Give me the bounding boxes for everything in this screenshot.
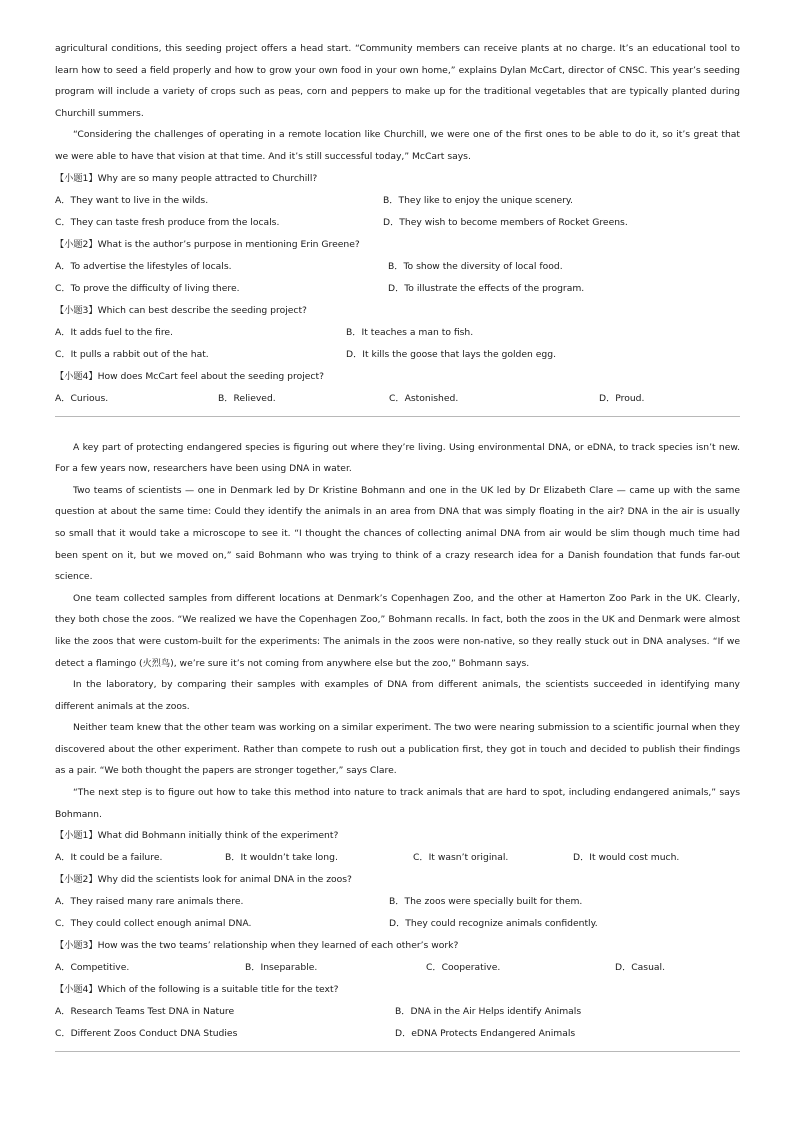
passage2-paragraph: “The next step is to figure out how to take this method into nature to track animals that are hard to spot, including endangered animals,” says Bohmann. <box>55 787 740 820</box>
option-d[interactable]: D．They could recognize animals confidently. <box>389 918 598 930</box>
option-b[interactable]: B．Inseparable. <box>245 962 318 974</box>
option-d[interactable]: D．It kills the goose that lays the golden egg. <box>346 348 556 360</box>
question-stem: 【小题4】How does McCart feel about the seeding project? <box>55 370 324 382</box>
option-c[interactable]: C．To prove the difficulty of living there. <box>55 282 240 294</box>
passage1-paragraph: “Considering the challenges of operating in a remote location like Churchill, we were one of the first ones to be able to do it, so it’s great that we were able to have that vision at that time. And it’s still successful today,” McCart says. <box>55 129 740 162</box>
option-d[interactable]: D．eDNA Protects Endangered Animals <box>395 1028 576 1040</box>
section-divider <box>55 1051 740 1052</box>
option-row <box>55 344 740 366</box>
option-row <box>55 190 740 212</box>
option-row <box>55 1001 740 1023</box>
option-row <box>55 847 740 869</box>
option-a[interactable]: A．To advertise the lifestyles of locals. <box>55 260 232 272</box>
option-d[interactable]: D．They wish to become members of Rocket Greens. <box>383 216 628 228</box>
option-c[interactable]: C．Different Zoos Conduct DNA Studies <box>55 1028 238 1040</box>
option-row <box>55 256 740 278</box>
passage2-paragraph: One team collected samples from different locations at Denmark’s Copenhagen Zoo, and the other at Hamerton Zoo Park in the UK. Clearly, they both chose the zoos. “We realized we have the Copenhagen Zoo,” Bohmann recalls. In fact, both the zoos in the UK and Denmark were almost like the zoos that were custom-built for the experiments: The animals in the zoos were non-native, so they really stuck out in DNA analyses. “If we detect a flamingo (火烈鸟), we’re sure it’s not coming from anywhere else but the zoo,” Bohmann says. <box>55 592 740 669</box>
option-row <box>55 322 740 344</box>
option-c[interactable]: C．It wasn’t original. <box>413 852 509 864</box>
passage2-paragraph: A key part of protecting endangered species is figuring out where they’re living. Using environmental DNA, or eDNA, to track species isn’t new. For a few years now, researchers have been using DNA in water. <box>55 441 740 475</box>
option-b[interactable]: B．It teaches a man to fish. <box>346 326 474 338</box>
option-d[interactable]: D．It would cost much. <box>573 852 680 864</box>
option-row <box>55 913 740 935</box>
option-d[interactable]: D．Proud. <box>599 392 645 404</box>
worksheet-page <box>55 38 740 1052</box>
option-b[interactable]: B．They like to enjoy the unique scenery. <box>383 194 573 206</box>
passage2-paragraph: Two teams of scientists — one in Denmark led by Dr Kristine Bohmann and one in the UK led by Dr Elizabeth Clare — came up with the same question at about the same time: Could they identify the animals in an area from DNA that was simply floating in the air? DNA in the air is usually so small that it would take a microscope to see it. “I thought the chances of collecting animal DNA from air would be slim though much time had been spent on it, but we moved on,” said Bohmann who was trying to think of a crazy research idea for a Danish foundation that funds far-out science. <box>55 484 740 583</box>
question-stem: 【小题2】Why did the scientists look for animal DNA in the zoos? <box>55 874 352 886</box>
option-b[interactable]: B．Relieved. <box>218 392 276 404</box>
option-row <box>55 212 740 234</box>
question-stem: 【小题2】What is the author’s purpose in mentioning Erin Greene? <box>55 238 360 250</box>
option-d[interactable]: D．To illustrate the effects of the program. <box>388 282 585 294</box>
question-stem: 【小题1】What did Bohmann initially think of the experiment? <box>55 830 339 842</box>
option-row <box>55 278 740 300</box>
option-b[interactable]: B．DNA in the Air Helps identify Animals <box>395 1006 582 1018</box>
option-b[interactable]: B．To show the diversity of local food. <box>388 260 563 272</box>
option-a[interactable]: A．It could be a failure. <box>55 852 163 864</box>
option-d[interactable]: D．Casual. <box>615 962 666 974</box>
passage1-paragraph: agricultural conditions, this seeding project offers a head start. “Community members can receive plants at no charge. It’s an educational tool to learn how to seed a field properly and how to grow your own food in your own home,” explains Dylan McCart, director of CNSC. This year’s seeding program will include a variety of crops such as peas, corn and peppers to make up for the traditional vegetables that are typically planted during Churchill summers. <box>55 43 740 119</box>
option-a[interactable]: A．Research Teams Test DNA in Nature <box>55 1006 235 1018</box>
option-row <box>55 1023 740 1045</box>
passage2-paragraph: Neither team knew that the other team was working on a similar experiment. The two were nearing submission to a scientific journal when they discovered about the other experiment. Rather than compete to rush out a publication first, they got in touch and decided to publish their findings as a pair. “We both thought the papers are stronger together,” says Clare. <box>55 722 740 777</box>
option-a[interactable]: A．Competitive. <box>55 962 130 974</box>
option-c[interactable]: C．Cooperative. <box>426 962 501 974</box>
option-a[interactable]: A．It adds fuel to the fire. <box>55 326 173 338</box>
option-a[interactable]: A．They want to live in the wilds. <box>55 194 209 206</box>
question-stem: 【小题3】How was the two teams’ relationship when they learned of each other’s work? <box>55 940 459 952</box>
option-c[interactable]: C．They could collect enough animal DNA. <box>55 918 252 930</box>
option-c[interactable]: C．They can taste fresh produce from the locals. <box>55 216 280 228</box>
option-row <box>55 957 740 979</box>
question-stem: 【小题3】Which can best describe the seeding project? <box>55 304 307 316</box>
option-row <box>55 891 740 913</box>
question-stem: 【小题4】Which of the following is a suitable title for the text? <box>55 984 339 996</box>
option-a[interactable]: A．They raised many rare animals there. <box>55 896 244 908</box>
option-b[interactable]: B．The zoos were specially built for them. <box>389 896 583 908</box>
option-a[interactable]: A．Curious. <box>55 392 109 404</box>
passage2-paragraph: In the laboratory, by comparing their samples with examples of DNA from different animals, the scientists succeeded in identifying many different animals at the zoos. <box>55 679 740 712</box>
option-c[interactable]: C．It pulls a rabbit out of the hat. <box>55 348 209 360</box>
option-c[interactable]: C．Astonished. <box>389 392 459 404</box>
question-stem: 【小题1】Why are so many people attracted to Churchill? <box>55 172 318 184</box>
option-row <box>55 388 740 410</box>
option-b[interactable]: B．It wouldn’t take long. <box>225 852 338 864</box>
